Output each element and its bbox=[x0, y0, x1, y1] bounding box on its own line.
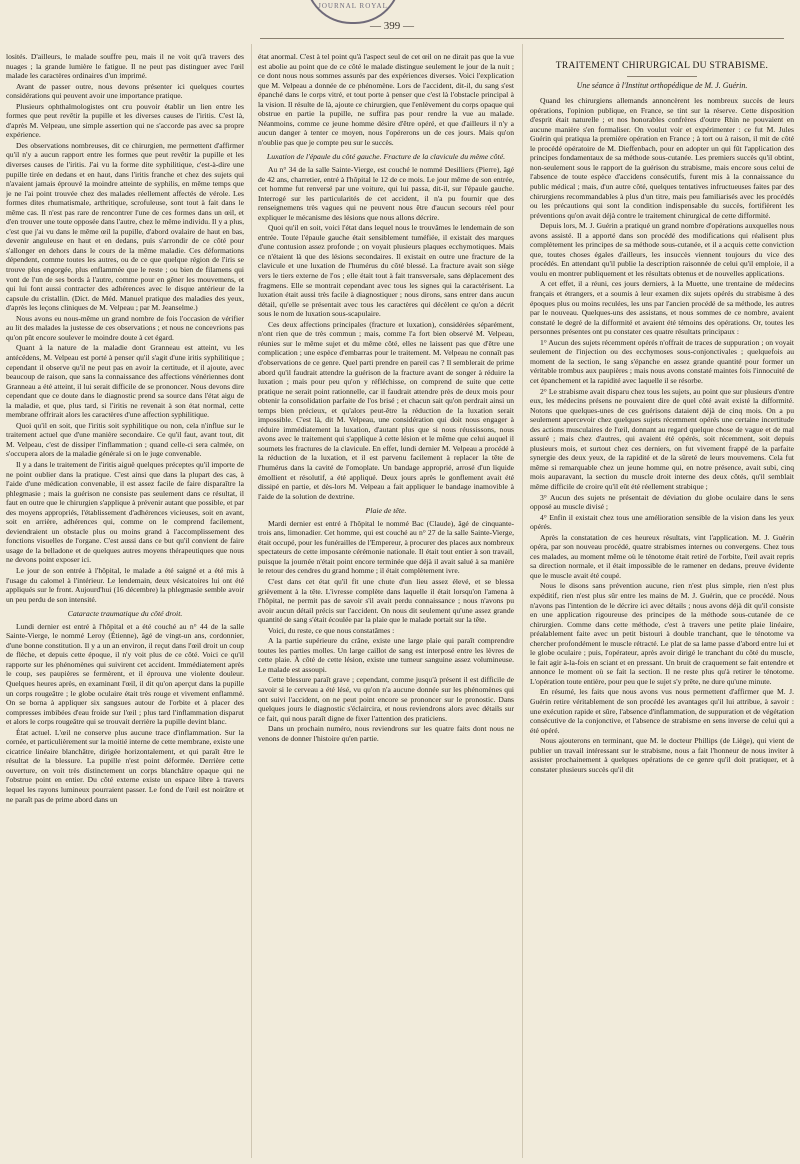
section-title-cataracte: Cataracte traumatique du côté droit. bbox=[67, 609, 183, 619]
paragraph: Voici, du reste, ce que nous constatâmes : bbox=[268, 625, 395, 635]
paragraph: 3° Aucun des sujets ne présentait de déviation du globe oculaire dans le sens opposé au muscle divisé ; bbox=[530, 492, 794, 512]
paragraph: Plusieurs ophthalmologistes ont cru pouvoir établir un lien entre les formes que peut revêtir la pupille et les diverses causes de l'iritis. C'est là, d'après M. Velpeau, une simple assertion qui ne s'accorde pas avec sa propre expérience. bbox=[6, 101, 244, 140]
paragraph: Ces deux affections principales (fracture et luxation), considérées séparément, n'ont rien que de très commun ; mais, comme l'a fort bien observé M. Velpeau, réunies sur le même sujet et du même côté, elles ne laissent pas que d'être une complication ; une espèce d'embarras pour le traitement. M. Velpeau ne connaît pas d'observations de ce genre. Quel parti prendre en pareil cas ? Il semblerait de prime abord qu'il faudrait attendre la guérison de la fracture avant de songer à réduire la luxation ; mais pour peu qu'on y réfléchisse, on comprend de suite que cette pratique ne serait point rationnelle, car il faudrait attendre près de deux mois pour obtenir la consolidation parfaite de l'os brisé ; et chacun sait qu'on perdrait ainsi un temps bien précieux, et qu'alors peut-être la réduction de la luxation serait impossible. C'est là, dit M. Velpeau, une considération qui doit nous engager à réduire immédiatement la luxation, d'autant plus que si nous réussissons, nous avons avec le traitement qui s'applique à cette lésion et le même que celui auquel il soumets les fractures de la clavicule. En effet, lundi dernier M. Velpeau a procédé à la réduction de la luxation, et il est parvenu facilement à replacer la tête de l'humérus dans la cavité de l'omoplate. Un bandage approprié, arrosé d'un liquide émollient et résolutif, a été appliqué. Deux jours après le gonflement avait été dissipé en partie, et dès-lors M. Velpeau a fait appliquer le bandage inamovible à l'aide de la solution de dextrine. bbox=[258, 319, 514, 501]
page-number: — 399 — bbox=[370, 20, 414, 32]
paragraph: Quoi qu'il en soit, voici l'état dans lequel nous le trouvâmes le lendemain de son entrée. Toute l'épaule gauche était sensiblement tuméfiée, il existait des marques d'une contusion assez profonde ; on voyait plusieurs plaques ecchymotiques. Mais ce n'étaient là que des lésions secondaires. Il existait en outre une fracture de la clavicule et une luxation de l'humérus du côté blessé. La fracture avait son siège vers le tiers externe de l'os ; elle était tout à fait transversale, sans déplacement des fragmens. Elle se montrait cependant avec tous les signes qui la caractérisent. La luxation était aussi très facile à diagnostiquer ; nous dirons, sans entrer dans aucun détail, qu'elle se présentait avec tous les caractères qui décèlent ce qu'on a décrit sous le nom de luxation sous-scapulaire. bbox=[258, 223, 514, 319]
paragraph: Quoi qu'il en soit, que l'iritis soit syphilitique ou non, cela n'influe sur le traitement actuel que d'une manière secondaire. Ce qu'il faut, avant tout, dit M. Velpeau, c'est de dissiper l'inflammation ; quand celle-ci sera calmée, on s'occupera alors de la maladie générale si on le juge convenable. bbox=[6, 420, 244, 459]
paragraph: état anormal. C'est à tel point qu'à l'aspect seul de cet œil on ne dirait pas que la vue est abolie au point que de ce côté le malade distingue seulement le jour de la nuit ; ce dont nous nous sommes assurés par des expériences diverses. Voici l'explication que M. Velpeau a donnée de ce phénomène. Lors de l'accident, dit-il, du sang s'est épanché dans le corps vitré, et tout porte à penser que c'est là l'obstacle principal à la vision. Il résulte de là, ajoute ce chirurgien, que l'enlèvement du corps opaque qui obstrue en partie la pupille, ne suffira pas pour rendre la vue au malade. Néanmoins, comme ce jeune homme désire d'être opéré, et que d'ailleurs il n'y a aucun danger à tenter ce moyen, nous l'opérerons un de ces jours. Mais qu'on n'oublie pas que je compte peu sur le succès. bbox=[258, 52, 514, 147]
article-title: TRAITEMENT CHIRURGICAL DU STRABISME. bbox=[555, 61, 769, 71]
stamp-text: JOURNAL ROYAL bbox=[318, 2, 388, 10]
header-rule bbox=[260, 38, 784, 39]
title-rule bbox=[627, 76, 697, 77]
paragraph: Des observations nombreuses, dit ce chirurgien, me permettent d'affirmer qu'il n'y a aucun rapport entre les formes que peut revêtir la pupille et les diverses causes de l'iritis. J'ai vu la forme dite syphilitique, c'est-à-dire une pupille tirée en dedans et en haut, dans l'iritis franche et chez des sujets qui n'avaient jamais éprouvé la moindre atteinte de syphilis, en même temps que je ne l'ai point trouvée chez des malades réellement affectés de vérole. Les formes dites rhumatismale, arthritique, scrofuleuse, sont tout à fait dans le même cas. Il n'est pas rare de rencontrer l'une de ces formes dans un œil, et d'en trouver une toute opposée dans l'autre, chez le même individu. Il y a plus, c'est que j'ai vu dans le même œil la pupille, d'abord ovalaire de haut en bas, devenir anguleuse en haut et en dedans, puis s'arrondir de ce côté pour s'allonger en dehors dans le cours de la même maladie. Ces déformations dépendent, comme toutes les autres, ou de ce que quelque région de l'iris se trouve plus engorgée, plus enflammée que le reste ; ou bien de filamens qui vont de l'un de ses bords à l'autre, comme pour en gêner les mouvemens, et qui lui font aussi contracter des adhérences avec le disque antérieur de la capsule du cristallin. (Dict. de Méd. Manuel pratique des maladies des yeux, d'après les leçons cliniques de M. Velpeau ; par M. Jeanselme.) bbox=[6, 140, 244, 313]
section-title-luxation: Luxation de l'épaule du côté gauche. Fracture de la clavicule du même côté. bbox=[266, 152, 506, 162]
paragraph: Quand les chirurgiens allemands annoncèrent les nombreux succès de leurs opérations, l'opinion publique, en France, se tint sur la réserve. Cette disposition d'esprit était naturelle ; et nos honorables confrères d'outre Rhin ne pouvaient en aucune manière s'en formaliser. On voulut voir et expérimenter : ce fut M. Jules Guérin qui pratiqua la première opération en France ; à tort ou à raison, il mit de côté le procédé opératoire de M. Dieffenbach, pour en adopter un qui fût l'application des principes fondamentaux de sa méthode sous-cutanée. Les premiers succès qu'il obtint, non-seulement sous le rapport de la guérison du strabisme, mais encore sous celui de l'absence de toute espèce d'accidens consécutifs, furent mis à la connaissance du public médical ; mais, d'un autre côté, quelques tentatives infructueuses faites par des chirurgiens recommandables à plus d'un titre, mais peu familiarisés avec les procédés ou les précautions qui sont la condition indispensable du succès, fortifièrent les préventions qu'on avait déjà contre le traitement chirurgical de cette difformité. bbox=[530, 96, 794, 220]
page-number-value: 399 bbox=[383, 20, 401, 32]
paragraph: A la partie supérieure du crâne, existe une large plaie qui paraît comprendre toutes les parties molles. Un large caillot de sang est interposé entre les lèvres de cette plaie. À côté de cette lésion, existe une tumeur sanguine assez volumineuse. Le malade est assoupi. bbox=[258, 636, 514, 674]
paragraph: Le jour de son entrée à l'hôpital, le malade a été saigné et a été mis à l'usage du calomel à l'intérieur. Le lendemain, deux vésicatoires lui ont été appliqués sur le front. Aujourd'hui (16 décembre) la phlegmasie semble avoir un peu perdu de son intensité. bbox=[6, 565, 244, 604]
paragraph: 4° Enfin il existait chez tous une amélioration sensible de la vision dans les yeux opérés. bbox=[530, 512, 794, 532]
article-subtitle: Une séance à l'Institut orthopédique de M. J. Guérin. bbox=[576, 80, 748, 90]
paragraph: Mardi dernier est entré à l'hôpital le nommé Bac (Claude), âgé de cinquante-trois ans, limonadier. Cet homme, qui est couché au n° 27 de la salle Sainte-Vierge, était occupé, pour les funérailles de l'Empereur, à procurer des places aux nombreux spectateurs de cette imposante cérémonie nationale. Il était tout entier à son travail, puisque la journée n'était point encore terminée que déjà il avait salué à sa manière le retour des cendres du grand homme ; il était complètement ivre. bbox=[258, 518, 514, 576]
paragraph: Lundi dernier est entré à l'hôpital et a été couché au n° 44 de la salle Sainte-Vierge, le nommé Leroy (Étienne), âgé de vingt-un ans, cordonnier, d'une bonne constitution. Il y a un an environ, il reçut dans l'œil droit un coup de flèche, et depuis cette époque, il n'y voit plus de ce côté. Voici ce qu'il rapporte sur les phénomènes qui suivirent cet accident. Immédiatement après le coup, ses paupières se fermèrent, et il éprouva une violente douleur. Quelques heures après, en examinant l'œil, il dit qu'on aperçut dans la pupille un corps rougeâtre ; le globe oculaire était très rouge et vivement enflammé. On se borna à appliquer six sangsues autour de l'orbite et à placer des compresses imbibées d'eau froide sur l'œil ; plus tard l'inflammation disparut et alors le corps rougeâtre qui se trouvait derrière la pupille devint blanc. bbox=[6, 621, 244, 727]
paragraph: Au n° 34 de la salle Sainte-Vierge, est couché le nommé Desilliers (Pierre), âgé de 42 ans, charretier, entré à l'hôpital le 12 de ce mois. Le jour même de son entrée, cet homme fut renversé par une voiture, qui lui passa, dit-il, sur l'épaule gauche. Interrogé sur les particularités de cet accident, il n'a pu fournir que des renseignemens très vagues qui ne peuvent nous être d'aucun secours réel pour expliquer le mécanisme des lésions que nous allons décrire. bbox=[258, 165, 514, 222]
paragraph: État actuel. L'œil ne conserve plus aucune trace d'inflammation. Sur la cornée, et particulièrement sur la moitié interne de cette membrane, existe une cicatrice linéaire blanchâtre, dirigée horizontalement, et qui paraît être le résultat de la blessure. La pupille n'est point déformée. Derrière cette ouverture, on voit très distinctement un corps blanchâtre opaque qui ne l'obstrue point en entier. Du côté externe existe un espace libre à travers lequel les rayons lumineux pourraient passer. Le fond de l'œil est noirâtre et ne paraît pas de prime abord dans un bbox=[6, 727, 244, 804]
column-3 bbox=[530, 52, 794, 1162]
paragraph: A cet effet, il a réuni, ces jours derniers, à la Muette, une trentaine de médecins français et étrangers, et a soumis à leur examen dix sujets opérés du strabisme à des époques plus ou moins reculées, les uns par l'ancien procédé de sa méthode, les autres par le nouveau. Quelques-uns des assistans, et nous sommes de ce nombre, avaient constaté le degré de la difformité et avaient été témoins des opérations. Or, toutes les personnes présentes ont pu constater ces quatre résultats principaux : bbox=[530, 279, 794, 337]
paragraph: En résumé, les faits que nous avons vus nous permettent d'affirmer que M. J. Guérin retire véritablement de son procédé les avantages qu'il lui attribue, à savoir : une exécution rapide et sûre, l'absence d'inflammation, de suppuration et de végétation consécutive de la conjonctive, et l'absence de strabisme en sens inverse de celui qui a été opéré. bbox=[530, 687, 794, 735]
column-divider-2 bbox=[522, 44, 523, 1158]
paragraph: Il y a dans le traitement de l'iritis aiguë quelques préceptes qu'il importe de ne point oublier dans la pratique. C'est ainsi que dans la plupart des cas, à l'aide d'une médication convenable, il est assez facile de faire disparaître la phlegmasie ; mais la guérison ne consiste pas seulement dans ce résultat, il faut en outre que le chirurgien s'applique à prévenir autant que possible, et par des moyens appropriés, l'établissement d'adhérences vicieuses, soit en avant, soit en arrière, adhérences qui, comme on le comprend facilement, deviendraient un obstacle plus ou moins grand à l'accomplissement des fonctions visuelles de l'organe. C'est aussi dans ce but qu'il convient de faire usage de la belladone et de quelques autres moyens thérapeutiques que nous ne devons point exposer ici. bbox=[6, 459, 244, 565]
paragraph: Avant de passer outre, nous devons présenter ici quelques courtes considérations qui peuvent avoir une importance pratique. bbox=[6, 81, 244, 101]
paragraph: Quant à la nature de la maladie dont Granneau est atteint, vu les antécédens, M. Velpeau est porté à penser qu'il s'agit d'une iritis syphilitique ; cependant il observe qu'il ne peut pas en avoir la certitude, et il ajoute, avec beaucoup de raison, que sans la connaissance des affections vénériennes dont Granneau a été atteint, il lui serait difficile de se prononcer. Nous devons dire cependant que ce doute dans le diagnostic prend sa source dans l'état aigu de la maladie, et que, plus tard, si l'iritis ne revenait à son état normal, cette membrane offrirait alors les caractères d'une affection syphilitique. bbox=[6, 343, 244, 420]
paragraph: Nous avons eu nous-même un grand nombre de fois l'occasion de vérifier au lit des malades la justesse de ces observations ; et nous ne concevrions pas qu'on pût encore soulever le moindre doute à cet égard. bbox=[6, 313, 244, 342]
paragraph: Après la constatation de ces heureux résultats, vint l'application. M. J. Guérin opéra, par son nouveau procédé, quatre strabismes internes ou convergens. Chez tous ces malades, au moment même où le ténotome était retiré de l'orbite, l'œil avait repris sa direction normale, et il était impossible de le ramener en dedans, preuve évidente que le muscle avait été coupé. bbox=[530, 532, 794, 580]
paragraph: Nous ajouterons en terminant, que M. le docteur Phillips (de Liège), qui vient de publier un travail intéressant sur le strabisme, nous a fait l'honneur de nous inviter à assister prochainement à quelques opérations de ce genre qu'il doit pratiquer, et à constater plusieurs succès qu'il dit bbox=[530, 736, 794, 774]
column-divider-1 bbox=[251, 44, 252, 1158]
paragraph: losités. D'ailleurs, le malade souffre peu, mais il ne voit qu'à travers des nuages ; la grande lumière le fatigue. Il ne peut pas distinguer avec l'œil malade les caractères ordinaires d'un imprimé. bbox=[6, 52, 244, 81]
paragraph: 2° Le strabisme avait disparu chez tous les sujets, au point que sur plusieurs d'entre eux, les médecins présens ne pouvaient dire de quel côté avait existé la difformité. Notons que quelques-unes de ces guérisons dataient déjà de cinq mois. On a pu seulement apercevoir chez quelques sujets récemment opérés une certaine incertitude des actions musculaires de l'œil, donnant au regard quelque chose de vague et de mal assuré ; mais chez d'autres, qui avaient été opérés, soit récemment, soit depuis plusieurs mois, et surtout chez ces derniers, on fut vivement frappé de la parfaite synergie des deux yeux, de la rapidité et de la sûreté de leurs mouvemens. Cela fut même si remarquable chez un jeune homme qui, en notre présence, avait subi, cinq mois auparavant, la section du muscle droit interne des deux côtés, qu'il semblait même difficile de croire qu'il eût été réellement strabique ; bbox=[530, 386, 794, 491]
paragraph: Cette blessure paraît grave ; cependant, comme jusqu'à présent il est difficile de savoir si le cerveau a été lésé, vu qu'on n'a aucune donnée sur les phénomènes qui ont suivi l'accident, on ne peut point encore se prononcer sur le pronostic. Dans quelques jours le diagnostic s'éclaircira, et nous reviendrons alors avec détails sur ce fait, qui nous paraît digne de fixer l'attention des praticiens. bbox=[258, 675, 514, 723]
paragraph: Depuis lors, M. J. Guérin a pratiqué un grand nombre d'opérations auxquelles nous avons assisté. Il a apporté dans son procédé des modifications qui réalisent plus complètement les principes de sa méthode sous-cutanée, et il a acquis cette conviction que, toutes choses égales d'ailleurs, les insuccès viennent toujours du vice des procédés. En attendant qu'il publie la description raisonnée de celui qu'il emploie, il a voulu en montrer publiquement et les résultats obtenus et de nouvelles applications. bbox=[530, 221, 794, 278]
paragraph: C'est dans cet état qu'il fit une chute d'un lieu assez élevé, et se blessa grièvement à la tête. L'ivresse complète dans laquelle il était lorsqu'on l'amena à l'hôpital, ne permit pas de savoir s'il avait perdu connaissance ; nous n'avons pu avoir aucun détail précis sur l'accident. On nous dit seulement qu'une assez grande quantité de sang s'était écoulée par la plaie que le malade portait sur la tête. bbox=[258, 576, 514, 625]
paragraph: Dans un prochain numéro, nous reviendrons sur les quatre faits dont nous ne venons de donner l'histoire qu'en partie. bbox=[258, 724, 514, 743]
column-1 bbox=[6, 52, 244, 1162]
paragraph: 1° Aucun des sujets récemment opérés n'offrait de traces de suppuration ; on voyait seulement de l'injection ou des ecchymoses sous-conjonctivales ; quelquefois au moment de la section, le sang s'épanche en assez grande quantité pour former un véritable trombus aux paupières ; mais nous avons constaté maintes fois l'innocuité de cet épanchement et la rapidité avec laquelle il se résorbe. bbox=[530, 337, 794, 385]
section-title-plaie: Plaie de tête. bbox=[365, 506, 407, 516]
column-2 bbox=[258, 52, 514, 1162]
paragraph: Nous le disons sans prévention aucune, rien n'est plus simple, rien n'est plus expéditif, rien n'est plus sûr entre les mains de M. J. Guérin, que ce procédé. Nous n'avons pas l'intention de le décrire ici avec détails ; nous avons déjà dit qu'il consiste en une application rigoureuse des principes de la méthode sous-cutanée de ce chirurgien. Comme dans cette méthode, c'est à travers une petite plaie linéaire, préalablement faite avec un petit bistouri à double tranchant, que le ténotome va chercher profondément le muscle rétracté. Le plat de sa lame passe d'abord entre lui et le globe oculaire ; puis, l'opérateur, après avoir dirigé le tranchant du côté du muscle, le fait agir à-la-fois en sciant et en pressant. Un bruit de craquement se fait entendre et annonce le moment où se fait la section. Il ne reste plus qu'à retirer le ténotome. L'opération toute entière, pour peu que le sujet s'y prête, ne dure qu'une minute. bbox=[530, 581, 794, 686]
